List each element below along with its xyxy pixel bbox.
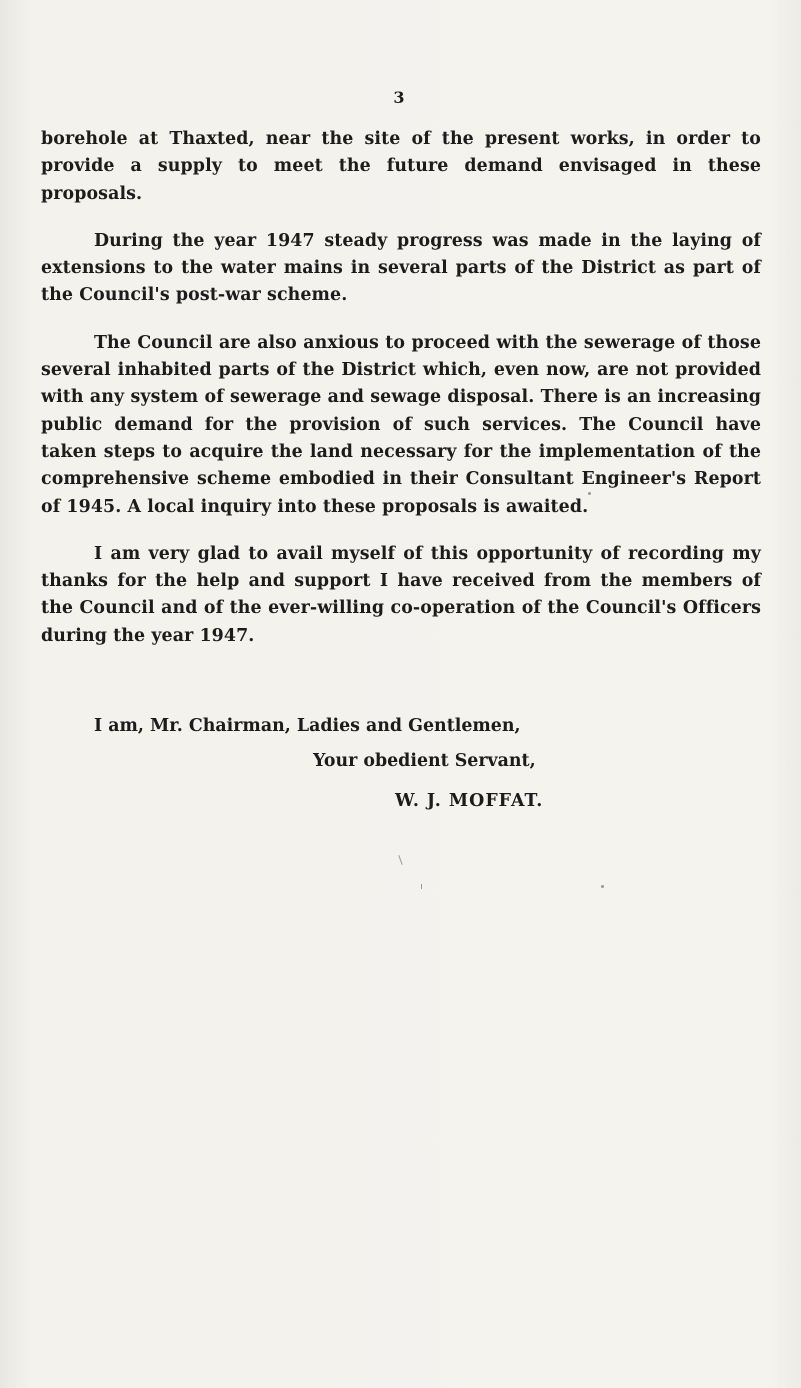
signature: W. J. MOFFAT. — [395, 791, 544, 811]
scan-mark — [421, 884, 422, 889]
scan-mark — [398, 855, 402, 865]
paragraph-4: I am very glad to avail myself of this opportunity of recording my thanks for the help and support I have received from the members of the Council and of the ever-willing co-operation of the Council's Officers during the year 1947. — [41, 543, 761, 646]
closing-salutation: I am, Mr. Chairman, Ladies and Gentlemen, — [94, 716, 521, 736]
scan-mark — [588, 492, 591, 495]
body-text — [41, 126, 761, 670]
paragraph-1: borehole at Thaxted, near the site of the present works, in order to provide a supply to meet the future demand envisaged in these proposals. — [41, 129, 761, 204]
closing-valediction: Your obedient Servant, — [313, 751, 536, 771]
paragraph-2: During the year 1947 steady progress was made in the laying of extensions to the water mains in several parts of the District as part of the Council's post-war scheme. — [41, 230, 761, 306]
page-number: 3 — [393, 88, 405, 107]
scan-mark — [601, 885, 604, 888]
paragraph-3: The Council are also anxious to proceed with the sewerage of those several inhabited parts of the District which, even now, are not provided with any system of sewerage and sewage disposal. There is an increasing public demand for the provision of such services. The Council have taken steps to acquire the land necessary for the implementation of the comprehensive scheme embodied in their Consultant Engineer's Report of 1945. A local inquiry into these proposals is awaited. — [41, 332, 761, 517]
